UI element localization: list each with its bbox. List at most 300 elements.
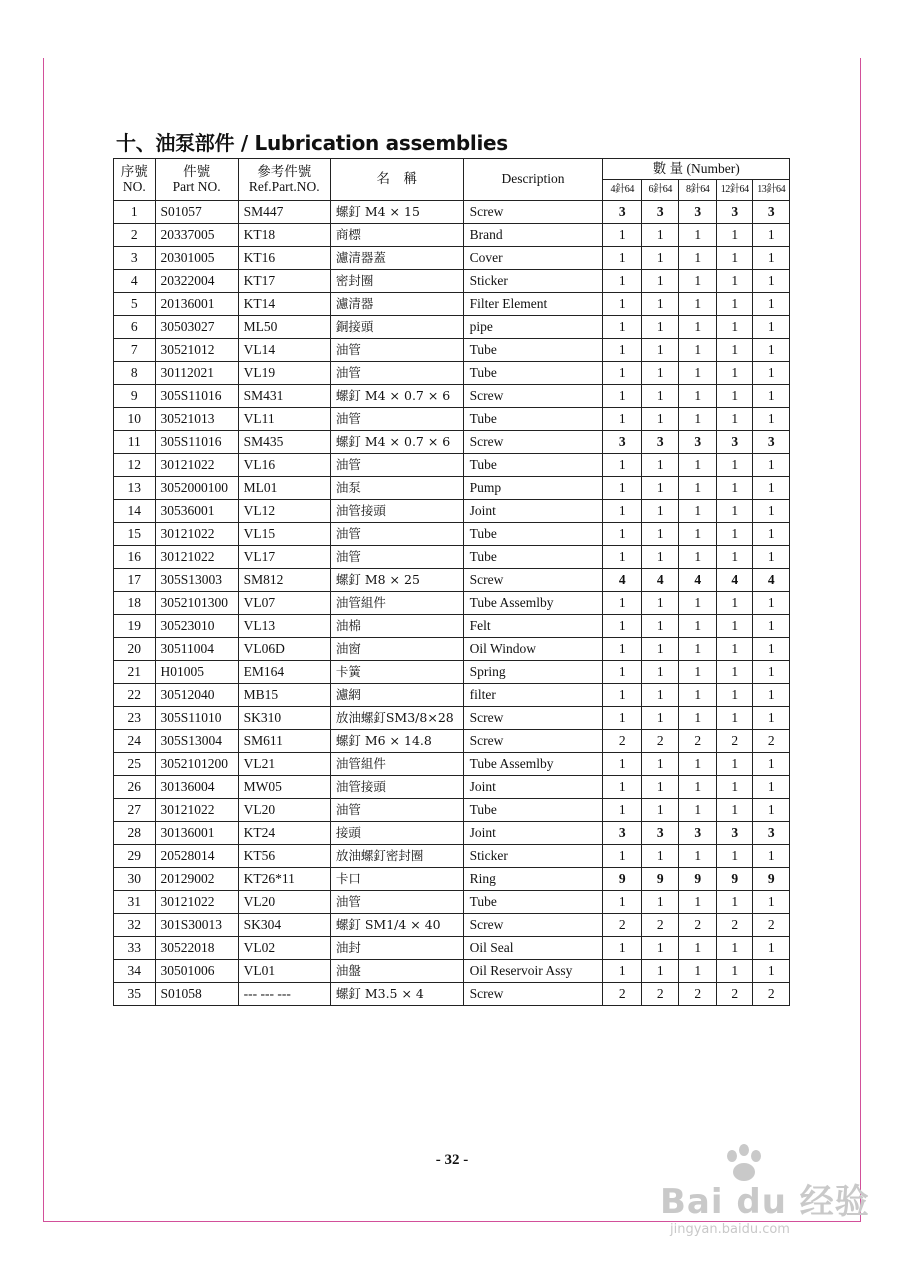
part-name-cn: 卡簧 bbox=[330, 661, 463, 684]
quantity-cell: 2 bbox=[716, 983, 752, 1006]
table-row bbox=[114, 339, 790, 362]
part-description: Pump bbox=[463, 477, 603, 500]
quantity-cell: 1 bbox=[716, 523, 752, 546]
quantity-cell: 1 bbox=[716, 960, 752, 983]
part-description: Screw bbox=[463, 385, 603, 408]
ref-part-number: VL17 bbox=[238, 546, 330, 569]
quantity-cell: 3 bbox=[753, 822, 790, 845]
table-row bbox=[114, 592, 790, 615]
row-number: 34 bbox=[114, 960, 156, 983]
part-description: Filter Element bbox=[463, 293, 603, 316]
row-number: 6 bbox=[114, 316, 156, 339]
quantity-cell: 1 bbox=[603, 270, 642, 293]
table-row bbox=[114, 546, 790, 569]
ref-part-number: KT24 bbox=[238, 822, 330, 845]
part-number: 20528014 bbox=[155, 845, 238, 868]
quantity-cell: 1 bbox=[716, 891, 752, 914]
row-number: 10 bbox=[114, 408, 156, 431]
table-row bbox=[114, 408, 790, 431]
quantity-cell: 1 bbox=[603, 661, 642, 684]
ref-part-number: VL11 bbox=[238, 408, 330, 431]
part-number: 30521012 bbox=[155, 339, 238, 362]
part-number: 30512040 bbox=[155, 684, 238, 707]
quantity-cell: 2 bbox=[641, 983, 678, 1006]
quantity-cell: 3 bbox=[603, 822, 642, 845]
quantity-cell: 1 bbox=[679, 684, 716, 707]
row-number: 19 bbox=[114, 615, 156, 638]
part-name-cn: 螺釘 M4 × 15 bbox=[330, 201, 463, 224]
ref-part-number: KT17 bbox=[238, 270, 330, 293]
quantity-cell: 3 bbox=[641, 431, 678, 454]
part-number: 30536001 bbox=[155, 500, 238, 523]
quantity-cell: 1 bbox=[679, 477, 716, 500]
part-name-cn: 濾清器蓋 bbox=[330, 247, 463, 270]
ref-part-number: VL13 bbox=[238, 615, 330, 638]
ref-part-number: SM431 bbox=[238, 385, 330, 408]
quantity-cell: 1 bbox=[603, 638, 642, 661]
row-number: 9 bbox=[114, 385, 156, 408]
quantity-cell: 2 bbox=[716, 914, 752, 937]
quantity-cell: 3 bbox=[716, 431, 752, 454]
quantity-cell: 3 bbox=[603, 431, 642, 454]
row-number: 20 bbox=[114, 638, 156, 661]
ref-part-number: KT26*11 bbox=[238, 868, 330, 891]
quantity-cell: 1 bbox=[679, 362, 716, 385]
quantity-cell: 3 bbox=[679, 431, 716, 454]
part-number: 30522018 bbox=[155, 937, 238, 960]
quantity-cell: 2 bbox=[716, 730, 752, 753]
header-seq bbox=[114, 159, 156, 201]
quantity-cell: 1 bbox=[753, 638, 790, 661]
part-description: Joint bbox=[463, 822, 603, 845]
part-number: 20129002 bbox=[155, 868, 238, 891]
part-name-cn: 油盤 bbox=[330, 960, 463, 983]
quantity-cell: 2 bbox=[753, 983, 790, 1006]
section-title: 十、油泵部件 / Lubrication assemblies bbox=[116, 131, 508, 155]
part-description: Cover bbox=[463, 247, 603, 270]
quantity-cell: 9 bbox=[603, 868, 642, 891]
part-number: S01057 bbox=[155, 201, 238, 224]
quantity-cell: 1 bbox=[716, 638, 752, 661]
part-number: 3052000100 bbox=[155, 477, 238, 500]
quantity-cell: 1 bbox=[603, 500, 642, 523]
part-description: Joint bbox=[463, 776, 603, 799]
part-description: Screw bbox=[463, 201, 603, 224]
row-number: 15 bbox=[114, 523, 156, 546]
quantity-cell: 2 bbox=[603, 983, 642, 1006]
quantity-cell: 3 bbox=[753, 201, 790, 224]
ref-part-number: SK310 bbox=[238, 707, 330, 730]
quantity-cell: 1 bbox=[716, 477, 752, 500]
quantity-cell: 3 bbox=[641, 201, 678, 224]
part-name-cn: 放油螺釘SM3/8×28 bbox=[330, 707, 463, 730]
table-row bbox=[114, 845, 790, 868]
quantity-cell: 2 bbox=[641, 730, 678, 753]
quantity-cell: 4 bbox=[641, 569, 678, 592]
quantity-cell: 1 bbox=[603, 684, 642, 707]
part-description: Tube bbox=[463, 362, 603, 385]
header-part-en: Part NO. bbox=[172, 178, 221, 194]
part-number: 30121022 bbox=[155, 523, 238, 546]
quantity-cell: 1 bbox=[753, 891, 790, 914]
part-description: Oil Reservoir Assy bbox=[463, 960, 603, 983]
quantity-cell: 1 bbox=[716, 316, 752, 339]
quantity-cell: 1 bbox=[679, 592, 716, 615]
table-row bbox=[114, 454, 790, 477]
quantity-cell: 1 bbox=[716, 615, 752, 638]
table-row bbox=[114, 316, 790, 339]
table-row bbox=[114, 983, 790, 1006]
table-row bbox=[114, 293, 790, 316]
quantity-cell: 1 bbox=[641, 937, 678, 960]
header-description: Description bbox=[463, 159, 603, 201]
header-ref bbox=[238, 159, 330, 201]
quantity-cell: 1 bbox=[603, 615, 642, 638]
quantity-cell: 1 bbox=[641, 270, 678, 293]
quantity-cell: 1 bbox=[679, 293, 716, 316]
header-quantity: 數 量 (Number) bbox=[603, 159, 790, 180]
quantity-cell: 1 bbox=[641, 753, 678, 776]
quantity-cell: 1 bbox=[753, 454, 790, 477]
quantity-cell: 1 bbox=[753, 339, 790, 362]
part-number: S01058 bbox=[155, 983, 238, 1006]
part-description: Ring bbox=[463, 868, 603, 891]
quantity-cell: 1 bbox=[753, 845, 790, 868]
part-name-cn: 油管 bbox=[330, 454, 463, 477]
quantity-cell: 1 bbox=[603, 776, 642, 799]
row-number: 1 bbox=[114, 201, 156, 224]
quantity-cell: 1 bbox=[716, 661, 752, 684]
part-number: 30503027 bbox=[155, 316, 238, 339]
quantity-cell: 1 bbox=[679, 845, 716, 868]
part-name-cn: 油管組件 bbox=[330, 592, 463, 615]
quantity-cell: 1 bbox=[641, 339, 678, 362]
quantity-cell: 3 bbox=[716, 201, 752, 224]
part-number: 20301005 bbox=[155, 247, 238, 270]
quantity-cell: 1 bbox=[753, 408, 790, 431]
header-ref-cn: 參考件號 bbox=[257, 164, 312, 180]
quantity-cell: 1 bbox=[603, 753, 642, 776]
quantity-cell: 1 bbox=[641, 247, 678, 270]
quantity-cell: 1 bbox=[753, 247, 790, 270]
quantity-cell: 2 bbox=[603, 730, 642, 753]
part-description: Felt bbox=[463, 615, 603, 638]
part-number: 30121022 bbox=[155, 891, 238, 914]
right-margin-line bbox=[860, 58, 861, 1221]
quantity-cell: 1 bbox=[716, 500, 752, 523]
quantity-cell: 1 bbox=[679, 937, 716, 960]
part-description: Tube bbox=[463, 454, 603, 477]
quantity-cell: 4 bbox=[603, 569, 642, 592]
header-qty-col: 12針64 bbox=[716, 180, 752, 201]
quantity-cell: 1 bbox=[603, 224, 642, 247]
quantity-cell: 1 bbox=[641, 500, 678, 523]
quantity-cell: 1 bbox=[641, 454, 678, 477]
table-row bbox=[114, 822, 790, 845]
quantity-cell: 1 bbox=[603, 339, 642, 362]
quantity-cell: 1 bbox=[716, 684, 752, 707]
table-row bbox=[114, 477, 790, 500]
table-row bbox=[114, 937, 790, 960]
quantity-cell: 9 bbox=[641, 868, 678, 891]
quantity-cell: 1 bbox=[603, 454, 642, 477]
row-number: 7 bbox=[114, 339, 156, 362]
quantity-cell: 1 bbox=[716, 845, 752, 868]
quantity-cell: 2 bbox=[603, 914, 642, 937]
quantity-cell: 1 bbox=[603, 247, 642, 270]
quantity-cell: 1 bbox=[716, 937, 752, 960]
part-name-cn: 密封圈 bbox=[330, 270, 463, 293]
part-description: Screw bbox=[463, 914, 603, 937]
ref-part-number: VL01 bbox=[238, 960, 330, 983]
row-number: 18 bbox=[114, 592, 156, 615]
quantity-cell: 1 bbox=[641, 638, 678, 661]
ref-part-number: SM611 bbox=[238, 730, 330, 753]
table-row bbox=[114, 799, 790, 822]
part-description: Tube bbox=[463, 546, 603, 569]
part-description: Joint bbox=[463, 500, 603, 523]
quantity-cell: 1 bbox=[641, 960, 678, 983]
quantity-cell: 1 bbox=[603, 960, 642, 983]
table-row bbox=[114, 247, 790, 270]
header-seq-en: NO. bbox=[122, 178, 146, 194]
row-number: 16 bbox=[114, 546, 156, 569]
part-description: Screw bbox=[463, 730, 603, 753]
quantity-cell: 1 bbox=[716, 270, 752, 293]
quantity-cell: 1 bbox=[603, 707, 642, 730]
table-row bbox=[114, 661, 790, 684]
table-row bbox=[114, 201, 790, 224]
row-number: 22 bbox=[114, 684, 156, 707]
ref-part-number: KT16 bbox=[238, 247, 330, 270]
quantity-cell: 1 bbox=[753, 684, 790, 707]
quantity-cell: 1 bbox=[641, 224, 678, 247]
quantity-cell: 1 bbox=[753, 385, 790, 408]
row-number: 27 bbox=[114, 799, 156, 822]
part-description: pipe bbox=[463, 316, 603, 339]
quantity-cell: 1 bbox=[679, 661, 716, 684]
part-number: H01005 bbox=[155, 661, 238, 684]
part-number: 20322004 bbox=[155, 270, 238, 293]
part-name-cn: 油管 bbox=[330, 546, 463, 569]
table-row bbox=[114, 753, 790, 776]
ref-part-number: KT18 bbox=[238, 224, 330, 247]
quantity-cell: 1 bbox=[603, 546, 642, 569]
row-number: 23 bbox=[114, 707, 156, 730]
quantity-cell: 1 bbox=[679, 385, 716, 408]
part-number: 305S13004 bbox=[155, 730, 238, 753]
quantity-cell: 1 bbox=[716, 546, 752, 569]
part-name-cn: 油管 bbox=[330, 523, 463, 546]
part-description: Tube bbox=[463, 408, 603, 431]
table-row bbox=[114, 270, 790, 293]
row-number: 30 bbox=[114, 868, 156, 891]
part-description: Tube bbox=[463, 891, 603, 914]
part-name-cn: 放油螺釘密封圈 bbox=[330, 845, 463, 868]
part-description: Screw bbox=[463, 569, 603, 592]
row-number: 35 bbox=[114, 983, 156, 1006]
quantity-cell: 1 bbox=[679, 638, 716, 661]
quantity-cell: 3 bbox=[716, 822, 752, 845]
part-number: 30136001 bbox=[155, 822, 238, 845]
quantity-cell: 1 bbox=[753, 661, 790, 684]
quantity-cell: 1 bbox=[753, 799, 790, 822]
row-number: 25 bbox=[114, 753, 156, 776]
quantity-cell: 1 bbox=[603, 937, 642, 960]
quantity-cell: 1 bbox=[679, 454, 716, 477]
header-qty-col: 4針64 bbox=[603, 180, 642, 201]
quantity-cell: 1 bbox=[679, 960, 716, 983]
table-row bbox=[114, 960, 790, 983]
table-row bbox=[114, 500, 790, 523]
quantity-cell: 1 bbox=[753, 477, 790, 500]
ref-part-number: SM447 bbox=[238, 201, 330, 224]
part-number: 30121022 bbox=[155, 546, 238, 569]
quantity-cell: 1 bbox=[641, 661, 678, 684]
row-number: 21 bbox=[114, 661, 156, 684]
quantity-cell: 1 bbox=[603, 408, 642, 431]
part-number: 305S11010 bbox=[155, 707, 238, 730]
quantity-cell: 1 bbox=[716, 454, 752, 477]
quantity-cell: 1 bbox=[753, 937, 790, 960]
row-number: 11 bbox=[114, 431, 156, 454]
quantity-cell: 1 bbox=[753, 960, 790, 983]
quantity-cell: 1 bbox=[753, 707, 790, 730]
quantity-cell: 1 bbox=[716, 293, 752, 316]
part-name-cn: 油泵 bbox=[330, 477, 463, 500]
row-number: 2 bbox=[114, 224, 156, 247]
quantity-cell: 1 bbox=[753, 500, 790, 523]
quantity-cell: 3 bbox=[641, 822, 678, 845]
quantity-cell: 9 bbox=[753, 868, 790, 891]
row-number: 31 bbox=[114, 891, 156, 914]
quantity-cell: 2 bbox=[679, 983, 716, 1006]
quantity-cell: 1 bbox=[753, 592, 790, 615]
part-name-cn: 螺釘 M6 × 14.8 bbox=[330, 730, 463, 753]
part-name-cn: 油窗 bbox=[330, 638, 463, 661]
quantity-cell: 1 bbox=[679, 224, 716, 247]
quantity-cell: 1 bbox=[753, 776, 790, 799]
ref-part-number: VL15 bbox=[238, 523, 330, 546]
quantity-cell: 1 bbox=[603, 362, 642, 385]
quantity-cell: 1 bbox=[641, 546, 678, 569]
part-name-cn: 螺釘 M3.5 × 4 bbox=[330, 983, 463, 1006]
part-number: 30521013 bbox=[155, 408, 238, 431]
ref-part-number: VL14 bbox=[238, 339, 330, 362]
row-number: 29 bbox=[114, 845, 156, 868]
row-number: 12 bbox=[114, 454, 156, 477]
part-number: 30112021 bbox=[155, 362, 238, 385]
ref-part-number: VL07 bbox=[238, 592, 330, 615]
part-description: Tube Assemlby bbox=[463, 592, 603, 615]
part-name-cn: 油管 bbox=[330, 362, 463, 385]
part-name-cn: 油棉 bbox=[330, 615, 463, 638]
row-number: 26 bbox=[114, 776, 156, 799]
row-number: 28 bbox=[114, 822, 156, 845]
part-name-cn: 螺釘 M8 × 25 bbox=[330, 569, 463, 592]
header-qty-col: 6針64 bbox=[641, 180, 678, 201]
quantity-cell: 1 bbox=[753, 270, 790, 293]
part-number: 305S11016 bbox=[155, 431, 238, 454]
quantity-cell: 1 bbox=[679, 799, 716, 822]
quantity-cell: 1 bbox=[641, 592, 678, 615]
quantity-cell: 1 bbox=[641, 776, 678, 799]
part-description: filter bbox=[463, 684, 603, 707]
row-number: 33 bbox=[114, 937, 156, 960]
baidu-watermark bbox=[660, 1140, 870, 1240]
part-description: Screw bbox=[463, 983, 603, 1006]
quantity-cell: 1 bbox=[679, 615, 716, 638]
part-name-cn: 螺釘 M4 × 0.7 × 6 bbox=[330, 431, 463, 454]
quantity-cell: 1 bbox=[603, 316, 642, 339]
part-name-cn: 商標 bbox=[330, 224, 463, 247]
quantity-cell: 4 bbox=[716, 569, 752, 592]
quantity-cell: 1 bbox=[679, 776, 716, 799]
part-description: Screw bbox=[463, 431, 603, 454]
quantity-cell: 1 bbox=[641, 523, 678, 546]
ref-part-number: VL20 bbox=[238, 799, 330, 822]
part-name-cn: 卡口 bbox=[330, 868, 463, 891]
table-row bbox=[114, 868, 790, 891]
ref-part-number: ML01 bbox=[238, 477, 330, 500]
quantity-cell: 1 bbox=[641, 799, 678, 822]
quantity-cell: 1 bbox=[641, 477, 678, 500]
quantity-cell: 1 bbox=[716, 707, 752, 730]
part-number: 30121022 bbox=[155, 799, 238, 822]
quantity-cell: 1 bbox=[716, 776, 752, 799]
quantity-cell: 1 bbox=[716, 362, 752, 385]
quantity-cell: 1 bbox=[716, 408, 752, 431]
part-name-cn: 螺釘 M4 × 0.7 × 6 bbox=[330, 385, 463, 408]
watermark-brand: Bai du 经验 bbox=[660, 1182, 870, 1222]
ref-part-number: SK304 bbox=[238, 914, 330, 937]
part-number: 301S30013 bbox=[155, 914, 238, 937]
row-number: 17 bbox=[114, 569, 156, 592]
part-name-cn: 油管 bbox=[330, 339, 463, 362]
watermark-url: jingyan.baidu.com bbox=[670, 1222, 790, 1237]
part-description: Oil Window bbox=[463, 638, 603, 661]
part-number: 20136001 bbox=[155, 293, 238, 316]
quantity-cell: 1 bbox=[716, 592, 752, 615]
quantity-cell: 1 bbox=[716, 799, 752, 822]
part-description: Screw bbox=[463, 707, 603, 730]
quantity-cell: 2 bbox=[679, 730, 716, 753]
header-name: 名 稱 bbox=[330, 159, 463, 201]
quantity-cell: 3 bbox=[603, 201, 642, 224]
quantity-cell: 1 bbox=[679, 546, 716, 569]
quantity-cell: 1 bbox=[679, 408, 716, 431]
quantity-cell: 1 bbox=[716, 247, 752, 270]
quantity-cell: 4 bbox=[679, 569, 716, 592]
quantity-cell: 1 bbox=[753, 362, 790, 385]
quantity-cell: 1 bbox=[603, 477, 642, 500]
part-number: 30136004 bbox=[155, 776, 238, 799]
quantity-cell: 1 bbox=[679, 247, 716, 270]
part-name-cn: 油管接頭 bbox=[330, 776, 463, 799]
quantity-cell: 1 bbox=[753, 615, 790, 638]
quantity-cell: 3 bbox=[679, 822, 716, 845]
parts-table bbox=[113, 158, 790, 1006]
part-name-cn: 油管組件 bbox=[330, 753, 463, 776]
quantity-cell: 1 bbox=[603, 592, 642, 615]
header-ref-en: Ref.Part.NO. bbox=[248, 178, 320, 194]
quantity-cell: 1 bbox=[641, 845, 678, 868]
part-description: Sticker bbox=[463, 270, 603, 293]
ref-part-number: EM164 bbox=[238, 661, 330, 684]
quantity-cell: 1 bbox=[753, 753, 790, 776]
ref-part-number: MW05 bbox=[238, 776, 330, 799]
part-description: Tube bbox=[463, 523, 603, 546]
